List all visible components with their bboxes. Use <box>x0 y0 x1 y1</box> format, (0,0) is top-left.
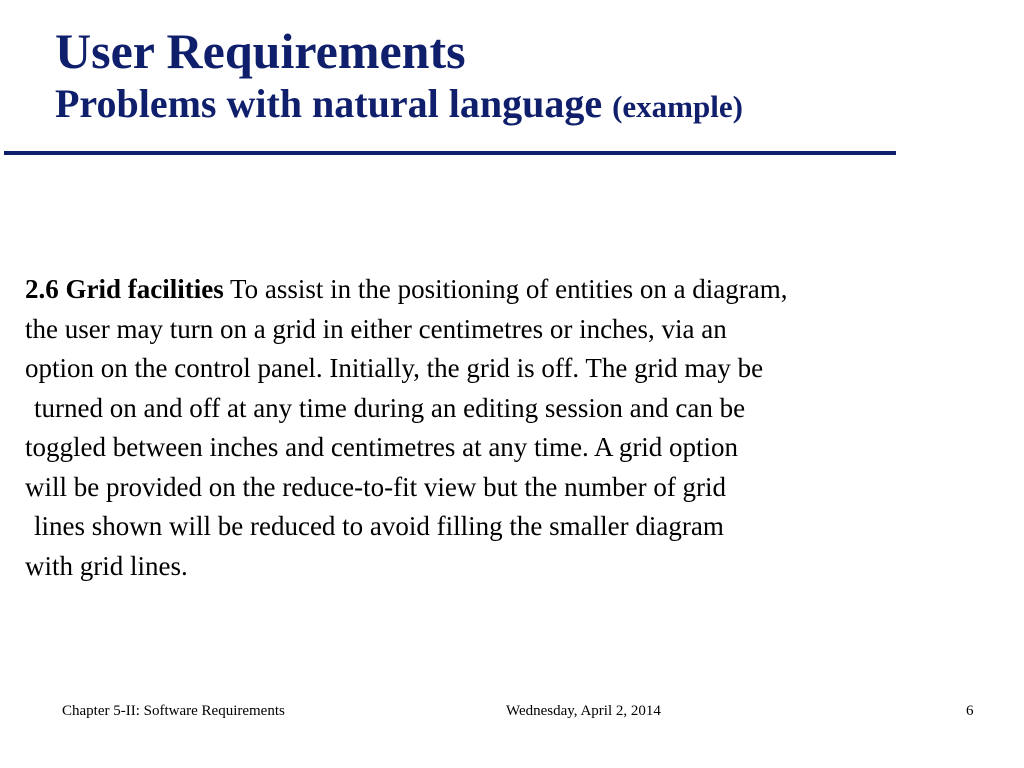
title-underline <box>4 151 896 155</box>
footer-date: Wednesday, April 2, 2014 <box>506 703 661 719</box>
text-line-4: turned on and off at any time during an editing session and can be <box>34 392 746 423</box>
requirement-heading: 2.6 Grid facilities <box>25 274 224 304</box>
slide-title: User Requirements <box>55 23 466 79</box>
title-block <box>55 22 955 131</box>
text-line-1 <box>25 270 985 310</box>
subtitle-paren: (example) <box>612 89 743 124</box>
text-line-3: option on the control panel. Initially, the grid is off. The grid may be <box>25 353 764 383</box>
text-line-8: with grid lines. <box>25 550 188 581</box>
subtitle-text: Problems with natural language <box>55 81 603 126</box>
text-line-1-body: To assist in the positioning of entities on a diagram, <box>229 274 788 304</box>
requirement-text <box>25 270 985 586</box>
text-line-5: toggled between inches and centimetres at any time. A grid option <box>25 432 739 462</box>
text-line-7: lines shown will be reduced to avoid filling the smaller diagram <box>34 511 724 541</box>
footer-page-number: 6 <box>966 703 974 719</box>
text-line-6: will be provided on the reduce-to-fit view but the number of grid <box>25 471 727 502</box>
text-line-2: the user may turn on a grid in either centimetres or inches, via an <box>25 313 727 344</box>
footer-chapter: Chapter 5-II: Software Requirements <box>62 703 285 719</box>
slide-subtitle <box>55 80 955 131</box>
